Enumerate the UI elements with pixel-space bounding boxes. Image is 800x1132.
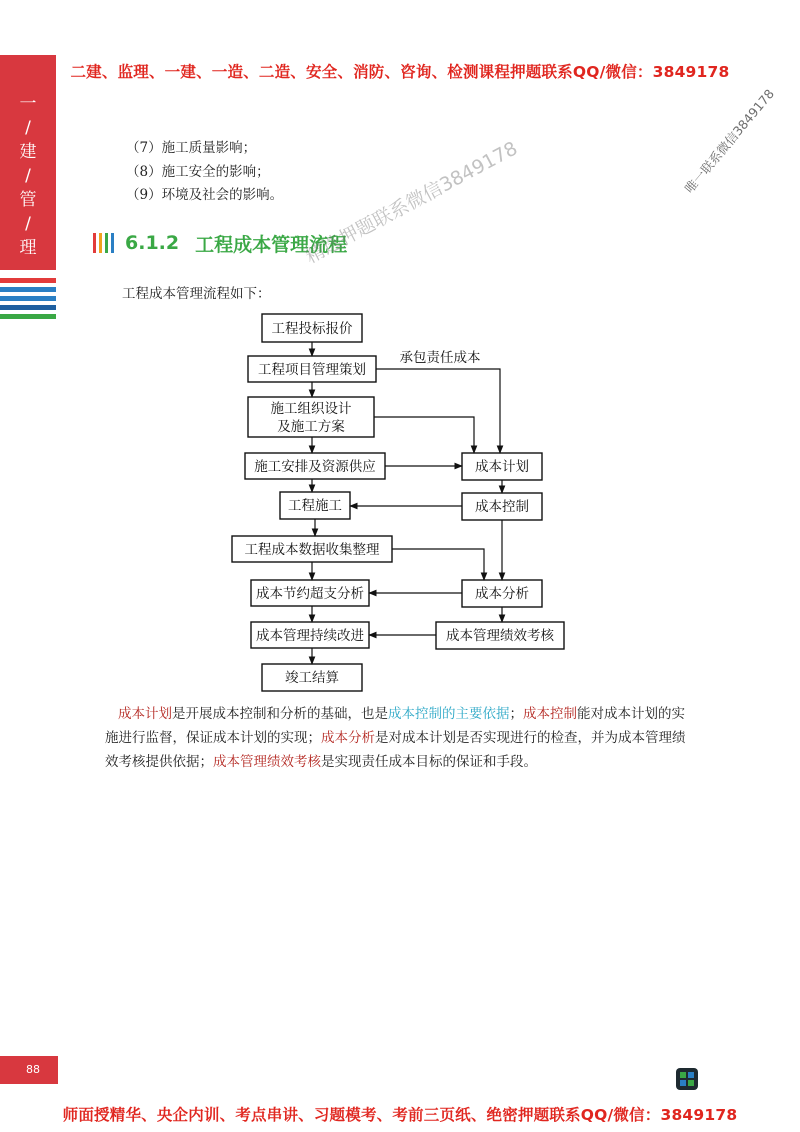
label-bid: 工程投标报价 — [271, 321, 353, 337]
side-char: / — [25, 118, 31, 138]
para-text: 是实现责任成本目标的保证和手段。 — [321, 754, 537, 770]
label-design-line1: 施工组织设计 — [270, 401, 352, 417]
side-char: / — [25, 214, 31, 234]
side-watermark: 唯一联系微信3849178 — [681, 86, 778, 196]
section-title: 工程成本管理流程 — [195, 233, 348, 256]
label-construction: 工程施工 — [288, 498, 342, 514]
section-number: 6.1.2 — [125, 232, 180, 254]
para-text: 是对成本计划是否实现进行的检查，并为成本管理绩效考核提供依据； — [105, 730, 686, 770]
label-cost-control: 成本控制 — [475, 499, 529, 515]
term-performance: 成本管理绩效考核 — [213, 754, 321, 770]
list-item: （8）施工安全的影响； — [126, 163, 270, 180]
list-item: （7）施工质量影响； — [126, 140, 257, 156]
list-item: （9）环境及社会的影响。 — [126, 187, 284, 203]
term-cost-plan: 成本计划 — [118, 706, 172, 722]
label-saving: 成本节约超支分析 — [256, 586, 364, 602]
label-cost-analysis: 成本分析 — [475, 586, 529, 602]
label-improve: 成本管理持续改进 — [256, 628, 364, 644]
summary-paragraph — [105, 702, 690, 774]
label-cost-plan: 成本计划 — [475, 459, 529, 475]
label-planning: 工程项目管理策划 — [258, 362, 366, 378]
label-contract-cost: 承包责任成本 — [399, 350, 481, 366]
side-char: 建 — [19, 142, 37, 162]
page-number: 88 — [0, 1056, 58, 1084]
para-text: ； — [509, 706, 523, 722]
side-char: / — [25, 166, 31, 186]
label-settle: 竣工结算 — [285, 670, 339, 686]
term-cost-analysis: 成本分析 — [321, 730, 375, 746]
side-char: 理 — [19, 238, 37, 258]
label-arrange: 施工安排及资源供应 — [254, 459, 376, 475]
intro-text: 工程成本管理流程如下： — [122, 286, 271, 302]
side-char: 一 — [19, 94, 37, 114]
bottom-banner: 师面授精华、央企内训、考点串讲、习题模考、考前三页纸、绝密押题联系QQ/微信：3849178 — [62, 1106, 738, 1124]
label-collect: 工程成本数据收集整理 — [244, 542, 380, 558]
top-banner: 二建、监理、一建、一造、二造、安全、消防、咨询、检测课程押题联系QQ/微信：3849178 — [70, 63, 730, 81]
para-text: 是开展成本控制和分析的基础，也是 — [172, 706, 388, 722]
para-text: 能对成本计划的实施进行监督，保证成本计划的实现； — [105, 706, 685, 746]
label-performance: 成本管理绩效考核 — [446, 628, 554, 644]
side-char: 管 — [19, 190, 37, 210]
term-main-basis: 成本控制的主要依据 — [388, 706, 510, 722]
app-grid-icon — [676, 1068, 698, 1090]
label-design-line2: 及施工方案 — [277, 419, 345, 435]
diagonal-watermark: 精选押题联系微信3849178 — [301, 137, 522, 268]
term-cost-control: 成本控制 — [523, 706, 577, 722]
